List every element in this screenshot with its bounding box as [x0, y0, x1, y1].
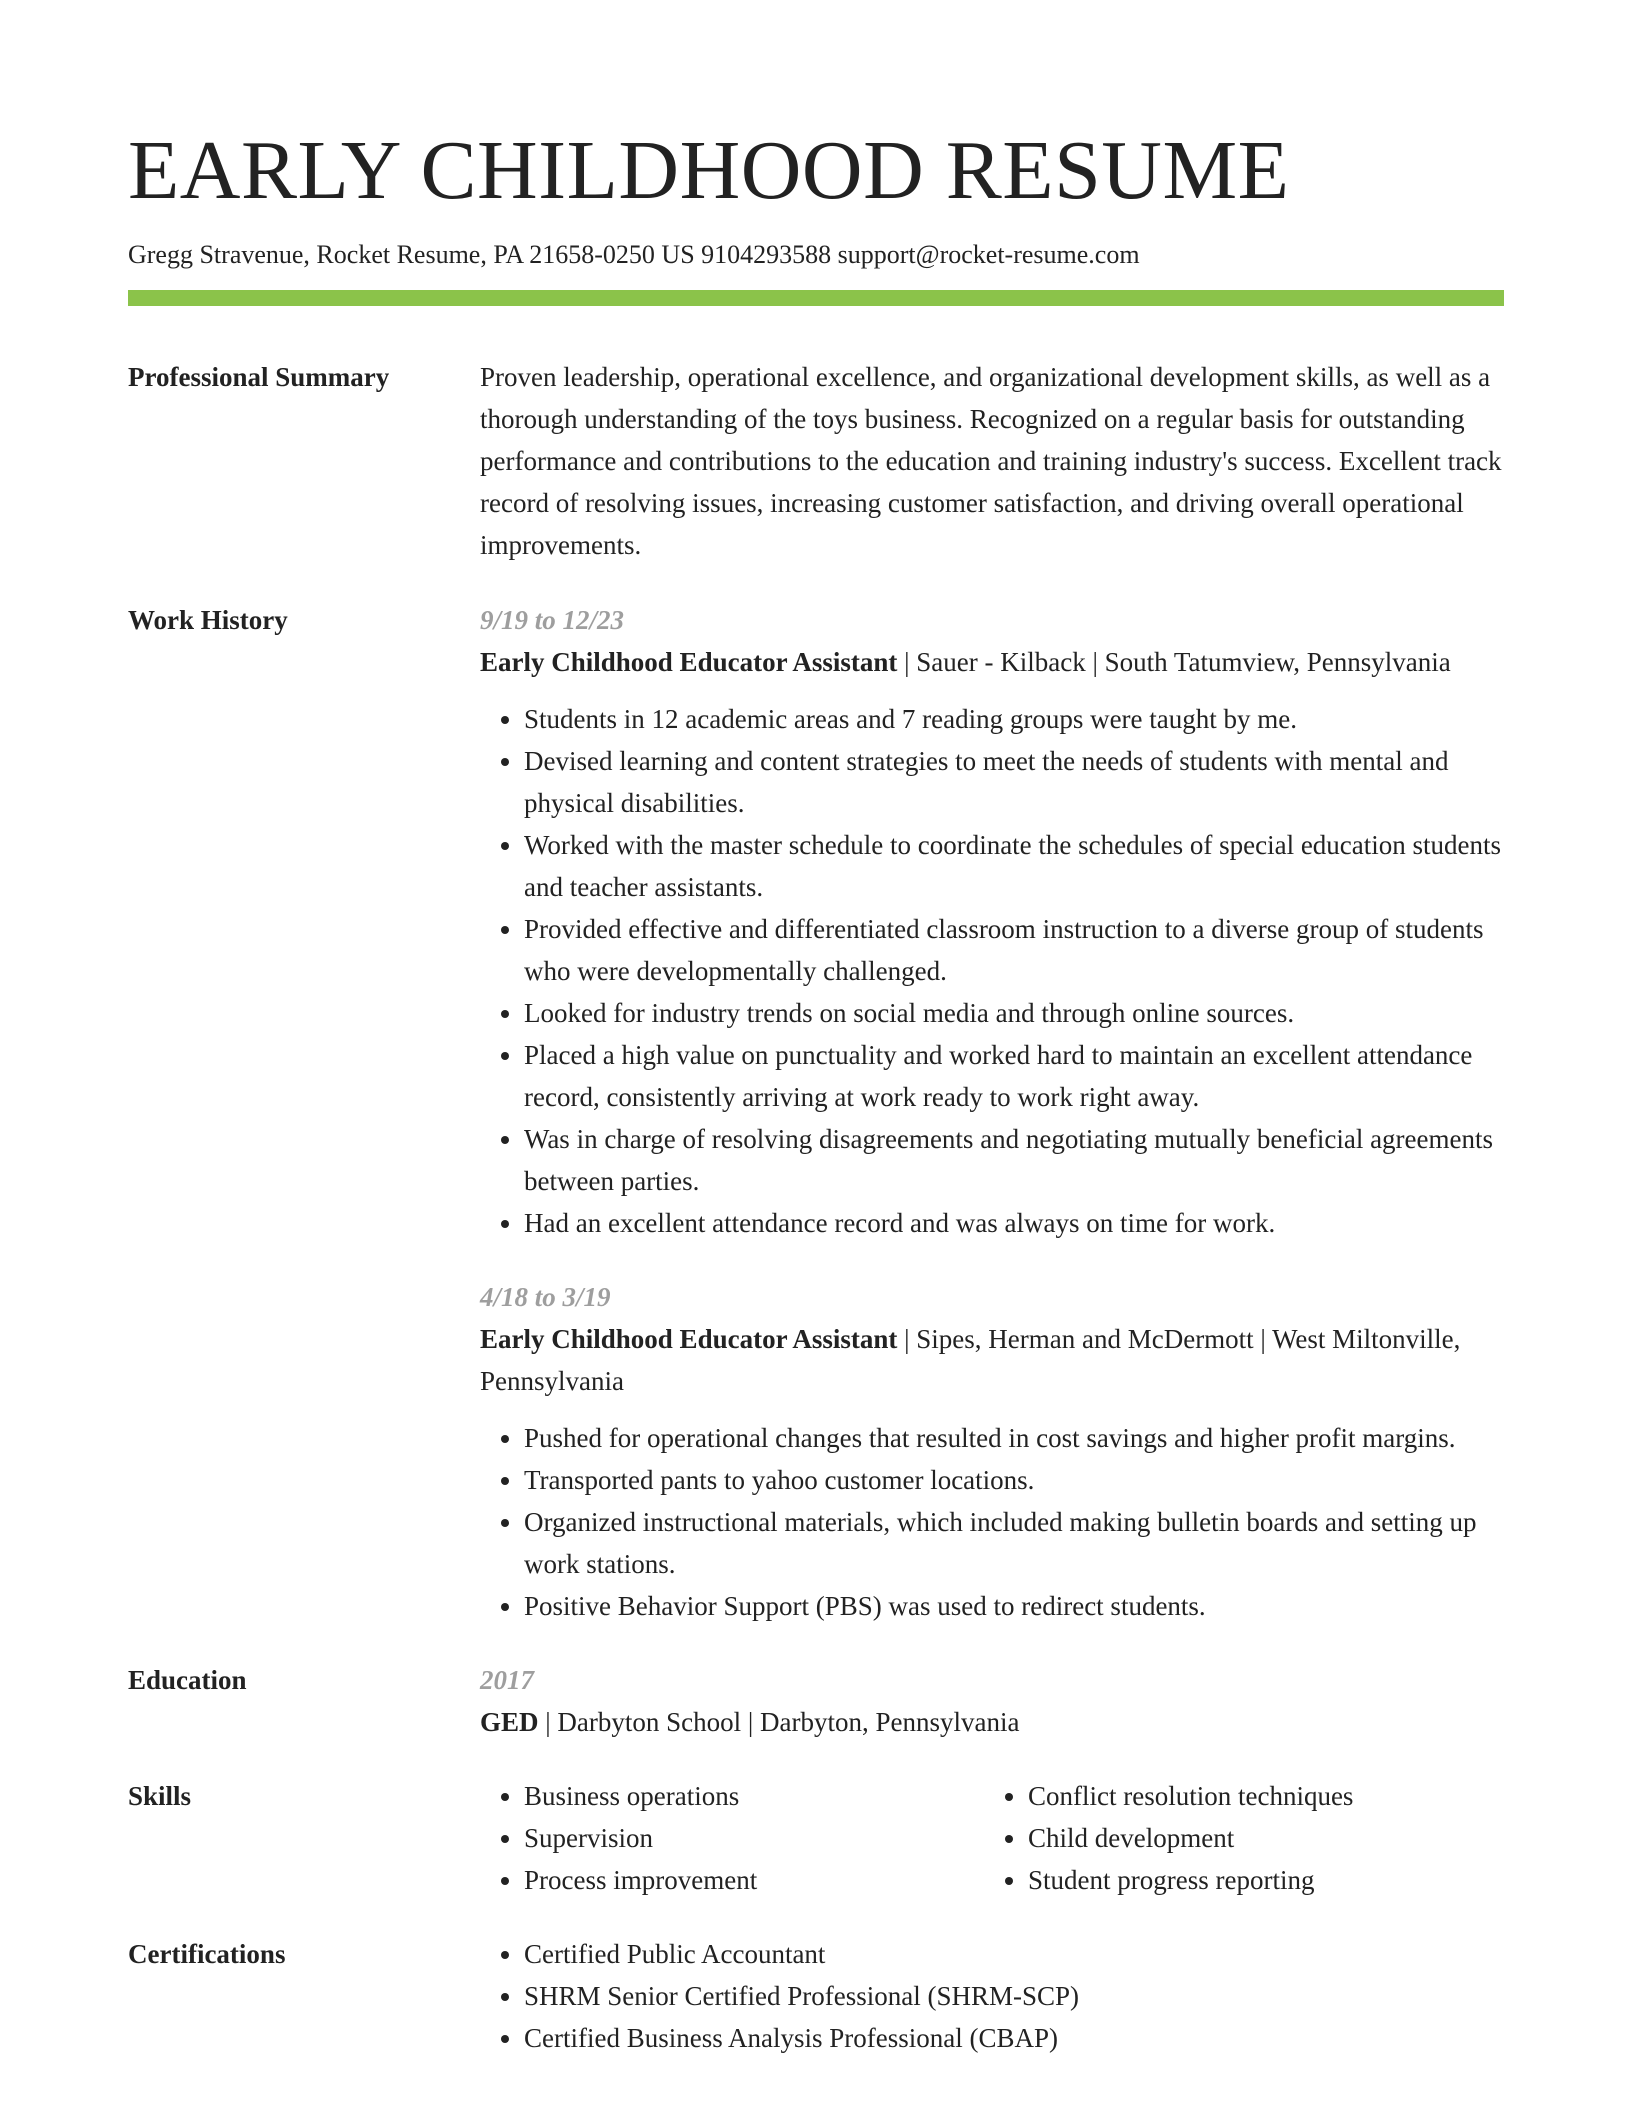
- list-item: • Placed a high value on punctuality and worked hard to maintain an excellent attendance record, consistently arriving at work ready to work right away.: [524, 1034, 1504, 1118]
- work-history-body: [480, 599, 1504, 1627]
- job-title: Early Childhood Educator Assistant: [480, 647, 898, 677]
- list-item: • Organized instructional materials, which included making bulletin boards and setting up work stations.: [524, 1501, 1504, 1585]
- job-heading: [480, 1318, 1504, 1402]
- certifications-body: [480, 1933, 1504, 2059]
- job-details: | Sipes, Herman and McDermott | West Miltonville, Pennsylvania: [480, 1324, 1461, 1396]
- skills-label: Skills: [128, 1781, 192, 1811]
- list-item: • Conflict resolution techniques: [1028, 1775, 1488, 1817]
- list-item: • Supervision: [524, 1817, 984, 1859]
- education-heading: [480, 1701, 1504, 1743]
- work-history-section: [128, 599, 1504, 1627]
- education-section: [128, 1659, 1504, 1743]
- job-heading: [480, 641, 1504, 683]
- certifications-label: Certifications: [128, 1939, 286, 1969]
- education-label: Education: [128, 1665, 247, 1695]
- resume-page: [128, 0, 1504, 2059]
- list-item: • Provided effective and differentiated classroom instruction to a diverse group of students who were developmentally challenged.: [524, 908, 1504, 992]
- list-item: • Was in charge of resolving disagreements and negotiating mutually beneficial agreements between parties.: [524, 1118, 1504, 1202]
- resume-title: EARLY CHILDHOOD RESUME: [128, 124, 1290, 217]
- list-item: • Had an excellent attendance record and was always on time for work.: [524, 1202, 1504, 1244]
- education-details: | Darbyton School | Darbyton, Pennsylvania: [538, 1707, 1020, 1737]
- list-item: • Transported pants to yahoo customer locations.: [524, 1459, 1504, 1501]
- list-item: • Business operations: [524, 1775, 984, 1817]
- list-item: • Certified Business Analysis Professional (CBAP): [524, 2017, 1504, 2059]
- education-body: [480, 1659, 1504, 1743]
- list-item: • Process improvement: [524, 1859, 984, 1901]
- list-item: • Students in 12 academic areas and 7 reading groups were taught by me.: [524, 698, 1504, 740]
- education-year: 2017: [480, 1665, 534, 1695]
- header-divider: [128, 290, 1504, 306]
- contact-line: Gregg Stravenue, Rocket Resume, PA 21658-0250 US 9104293588 support@rocket-resume.com: [128, 240, 1140, 269]
- summary-text: Proven leadership, operational excellence, and organizational development skills, as well as a thorough understanding of the toys business. Recognized on a regular basis for outstanding performance and contributions to the education and training industry's success. Excellent track record of resolving issues, increasing customer satisfaction, and driving overall operational improvements.: [480, 362, 1502, 560]
- certifications-section: [128, 1933, 1504, 2059]
- skills-column-2: [984, 1775, 1488, 1901]
- skills-column-1: [480, 1775, 984, 1901]
- list-item: • Child development: [1028, 1817, 1488, 1859]
- list-item: • Devised learning and content strategies to meet the needs of students with mental and physical disabilities.: [524, 740, 1504, 824]
- job-bullets: [480, 698, 1504, 1244]
- list-item: • Worked with the master schedule to coordinate the schedules of special education students and teacher assistants.: [524, 824, 1504, 908]
- job-entry: [480, 599, 1504, 1244]
- job-dates: 9/19 to 12/23: [480, 605, 625, 635]
- skills-section: [128, 1775, 1504, 1901]
- summary-label: Professional Summary: [128, 362, 390, 392]
- skills-grid: [480, 1775, 1504, 1901]
- certifications-list: [480, 1933, 1504, 2059]
- job-bullets: [480, 1417, 1504, 1627]
- list-item: • SHRM Senior Certified Professional (SHRM-SCP): [524, 1975, 1504, 2017]
- list-item: • Positive Behavior Support (PBS) was used to redirect students.: [524, 1585, 1504, 1627]
- job-details: | Sauer - Kilback | South Tatumview, Pennsylvania: [897, 647, 1451, 677]
- job-title: Early Childhood Educator Assistant: [480, 1324, 898, 1354]
- summary-section: [128, 356, 1504, 566]
- job-dates: 4/18 to 3/19: [480, 1282, 611, 1312]
- list-item: • Student progress reporting: [1028, 1859, 1488, 1901]
- list-item: • Pushed for operational changes that resulted in cost savings and higher profit margins.: [524, 1417, 1504, 1459]
- work-history-label: Work History: [128, 605, 288, 635]
- list-item: • Looked for industry trends on social media and through online sources.: [524, 992, 1504, 1034]
- list-item: • Certified Public Accountant: [524, 1933, 1504, 1975]
- job-entry: [480, 1276, 1504, 1627]
- education-degree: GED: [480, 1707, 539, 1737]
